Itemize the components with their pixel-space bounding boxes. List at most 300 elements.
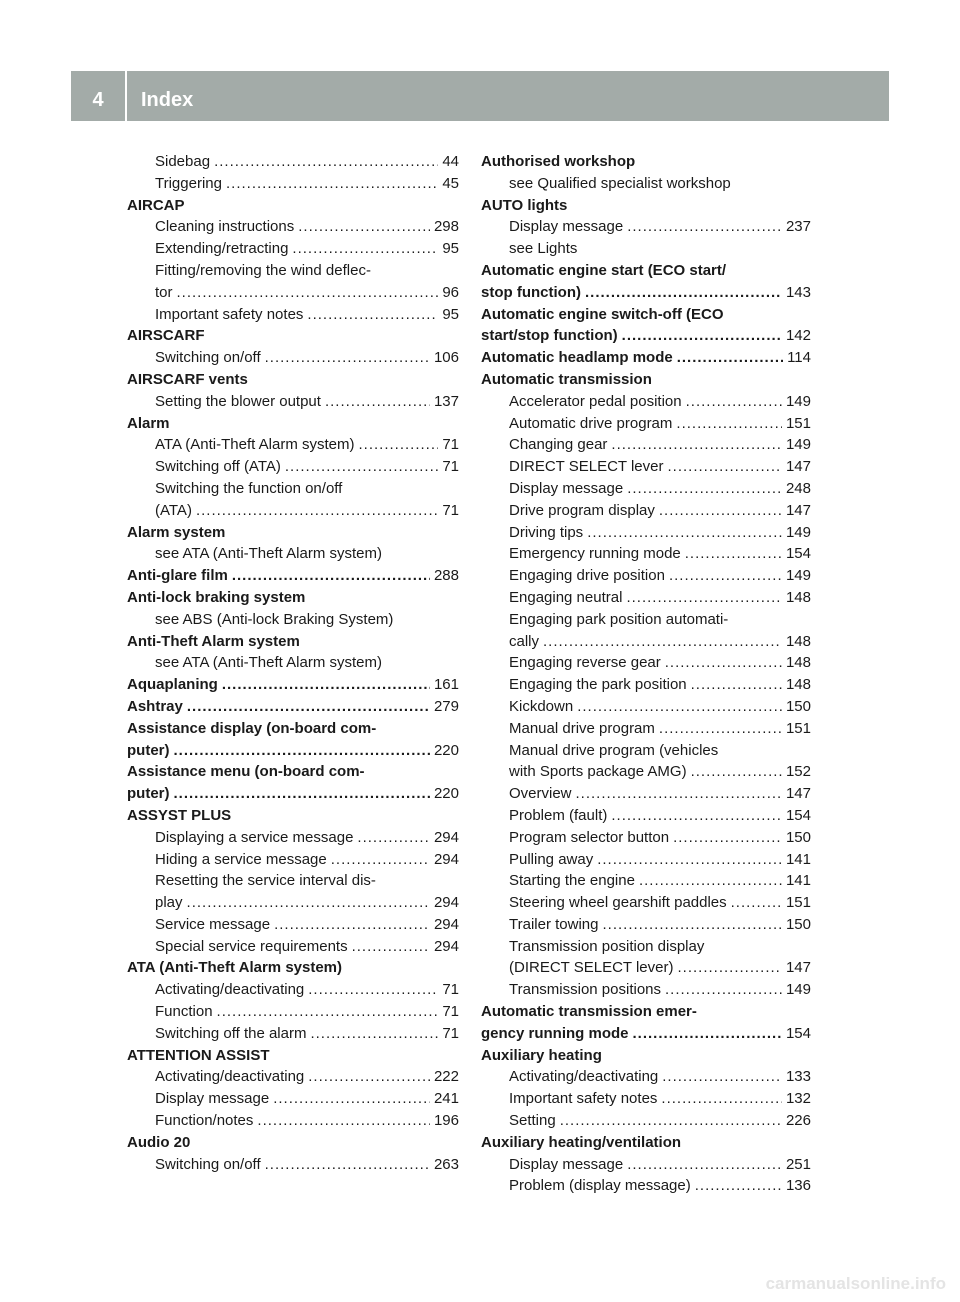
dot-leader bbox=[691, 674, 782, 696]
page-ref: 142 bbox=[785, 327, 811, 345]
page-ref: 147 bbox=[785, 501, 811, 519]
index-entry bbox=[481, 718, 811, 740]
entry-text: Ashtray bbox=[127, 697, 183, 715]
entry-text: Engaging park position automati- bbox=[509, 610, 729, 628]
index-entry bbox=[481, 761, 811, 783]
dot-leader bbox=[627, 216, 782, 238]
index-heading bbox=[127, 565, 459, 587]
page-ref: 71 bbox=[442, 1003, 459, 1021]
index-entry bbox=[127, 260, 459, 282]
entry-text: AIRCAP bbox=[127, 196, 185, 214]
entry-text: Assistance display (on-board com- bbox=[127, 719, 377, 737]
entry-text: Accelerator pedal position bbox=[509, 392, 682, 410]
dot-leader bbox=[665, 652, 782, 674]
entry-text: Setting bbox=[509, 1112, 556, 1130]
index-entry bbox=[481, 740, 811, 762]
index-heading bbox=[127, 740, 459, 762]
dot-leader bbox=[669, 565, 782, 587]
entry-text: Sidebag bbox=[155, 153, 211, 170]
page-ref: 71 bbox=[442, 436, 459, 454]
index-entry bbox=[481, 500, 811, 522]
entry-text: Switching on/off bbox=[155, 349, 261, 367]
entry-text: AIRSCARF vents bbox=[127, 370, 248, 388]
entry-text: Driving tips bbox=[509, 523, 584, 541]
index-entry bbox=[481, 1088, 811, 1110]
entry-text: see ATA (Anti-Theft Alarm system) bbox=[155, 545, 383, 563]
index-heading bbox=[127, 631, 459, 653]
page-ref: 196 bbox=[433, 1112, 459, 1130]
page-ref: 294 bbox=[433, 915, 459, 933]
index-heading bbox=[127, 325, 459, 347]
index-entry bbox=[481, 238, 811, 260]
page-ref: 154 bbox=[785, 806, 811, 824]
entry-text: Drive program display bbox=[509, 501, 655, 519]
index-entry bbox=[481, 696, 811, 718]
page-ref: 150 bbox=[785, 828, 811, 846]
entry-text: Auxiliary heating/ventilation bbox=[481, 1133, 682, 1151]
index-entry bbox=[481, 1110, 811, 1132]
page-ref: 152 bbox=[785, 763, 811, 781]
entry-text: Extending/retracting bbox=[155, 240, 289, 258]
index-entry bbox=[481, 587, 811, 609]
dot-leader bbox=[587, 522, 782, 544]
index-entry bbox=[127, 870, 459, 892]
index-entry bbox=[127, 304, 459, 326]
index-heading bbox=[481, 347, 811, 369]
dot-leader bbox=[285, 456, 438, 478]
index-heading bbox=[127, 761, 459, 783]
entry-text: Cleaning instructions bbox=[155, 218, 295, 236]
page-ref: 71 bbox=[442, 1024, 459, 1042]
dot-leader bbox=[673, 827, 782, 849]
watermark: carmanualsonline.info bbox=[765, 1274, 946, 1293]
index-entry bbox=[481, 631, 811, 653]
entry-text: with Sports package AMG) bbox=[509, 763, 687, 781]
page-ref: 150 bbox=[785, 697, 811, 715]
page-ref: 220 bbox=[433, 741, 459, 759]
entry-text: Authorised workshop bbox=[481, 153, 636, 170]
page-ref: 226 bbox=[785, 1112, 811, 1130]
page-ref: 222 bbox=[433, 1068, 459, 1086]
index-entry bbox=[481, 216, 811, 238]
entry-text: Triggering bbox=[155, 174, 222, 192]
index-entry bbox=[481, 674, 811, 696]
index-heading bbox=[481, 195, 811, 217]
index-heading bbox=[127, 587, 459, 609]
page-ref: 294 bbox=[433, 828, 459, 846]
dot-leader bbox=[577, 696, 782, 718]
entry-text: DIRECT SELECT lever bbox=[509, 458, 664, 476]
page-ref: 95 bbox=[442, 240, 459, 258]
index-entry bbox=[481, 478, 811, 500]
page-ref: 44 bbox=[442, 153, 459, 170]
dot-leader bbox=[576, 783, 782, 805]
index-entry bbox=[481, 783, 811, 805]
page-ref: 220 bbox=[433, 785, 459, 803]
dot-leader bbox=[597, 849, 782, 871]
dot-leader bbox=[677, 957, 781, 979]
page-ref: 154 bbox=[785, 1024, 811, 1042]
dot-leader bbox=[308, 1066, 430, 1088]
index-heading bbox=[481, 369, 811, 391]
index-entry bbox=[127, 652, 459, 674]
dot-leader bbox=[639, 870, 782, 892]
entry-text: Engaging drive position bbox=[509, 567, 665, 585]
page-number: 4 bbox=[92, 89, 104, 111]
entry-text: Setting the blower output bbox=[155, 392, 321, 410]
entry-text: Engaging the park position bbox=[509, 676, 687, 694]
page-ref: 298 bbox=[433, 218, 459, 236]
page-ref: 71 bbox=[442, 501, 459, 519]
page-ref: 151 bbox=[785, 719, 811, 737]
entry-text: tor bbox=[155, 283, 173, 301]
page-header bbox=[71, 71, 889, 121]
index-entry bbox=[127, 849, 459, 871]
index-entry bbox=[481, 652, 811, 674]
index-entry bbox=[481, 870, 811, 892]
entry-text: Switching off (ATA) bbox=[155, 458, 281, 476]
index-heading bbox=[481, 282, 811, 304]
index-heading bbox=[127, 783, 459, 805]
entry-text: Aquaplaning bbox=[127, 676, 218, 694]
index-entry bbox=[481, 543, 811, 565]
dot-leader bbox=[214, 151, 438, 173]
dot-leader bbox=[661, 1088, 782, 1110]
dot-leader bbox=[273, 1088, 430, 1110]
index-entry bbox=[481, 565, 811, 587]
index-entry bbox=[127, 151, 459, 173]
index-entry bbox=[127, 1001, 459, 1023]
index-heading bbox=[127, 195, 459, 217]
dot-leader bbox=[659, 500, 782, 522]
index-entry bbox=[127, 500, 459, 522]
index-entry bbox=[481, 173, 811, 195]
page-ref: 147 bbox=[785, 959, 811, 977]
dot-leader bbox=[196, 500, 438, 522]
entry-text: Hiding a service message bbox=[155, 850, 327, 868]
entry-text: Automatic transmission bbox=[481, 370, 652, 388]
entry-text: ATTENTION ASSIST bbox=[127, 1046, 270, 1064]
entry-text: Automatic headlamp mode bbox=[481, 349, 673, 367]
dot-leader bbox=[177, 282, 439, 304]
index-entry bbox=[127, 892, 459, 914]
index-heading bbox=[127, 805, 459, 827]
dot-leader bbox=[358, 434, 438, 456]
page-ref: 114 bbox=[787, 349, 811, 367]
page-ref: 150 bbox=[785, 915, 811, 933]
index-entry bbox=[481, 914, 811, 936]
entry-text: puter) bbox=[127, 741, 170, 759]
entry-text: Kickdown bbox=[509, 697, 574, 715]
dot-leader bbox=[331, 849, 430, 871]
entry-text: Function bbox=[155, 1003, 213, 1021]
index-entry bbox=[127, 216, 459, 238]
dot-leader bbox=[611, 434, 782, 456]
entry-text: Transmission position display bbox=[509, 937, 705, 955]
entry-text: Alarm system bbox=[127, 523, 226, 541]
entry-text: Activating/deactivating bbox=[155, 1068, 305, 1086]
page-ref: 241 bbox=[433, 1090, 459, 1108]
dot-leader bbox=[677, 347, 783, 369]
dot-leader bbox=[686, 391, 782, 413]
index-entry bbox=[481, 413, 811, 435]
entry-text: (ATA) bbox=[155, 501, 192, 519]
dot-leader bbox=[226, 173, 438, 195]
index-entry bbox=[127, 456, 459, 478]
page-ref: 294 bbox=[433, 937, 459, 955]
dot-leader bbox=[274, 914, 430, 936]
dot-leader bbox=[676, 413, 782, 435]
entry-text: Service message bbox=[155, 915, 271, 933]
index-heading bbox=[481, 1023, 811, 1045]
index-heading bbox=[127, 696, 459, 718]
entry-text: Automatic drive program bbox=[509, 414, 673, 432]
entry-text: Changing gear bbox=[509, 436, 608, 454]
page-ref: 133 bbox=[785, 1068, 811, 1086]
dot-leader bbox=[257, 1110, 430, 1132]
dot-leader bbox=[633, 1023, 782, 1045]
index-heading bbox=[481, 260, 811, 282]
page-ref: 279 bbox=[433, 697, 459, 715]
page-ref: 154 bbox=[785, 545, 811, 563]
page-ref: 147 bbox=[785, 458, 811, 476]
entry-text: ATA (Anti-Theft Alarm system) bbox=[155, 436, 355, 454]
entry-text: AUTO lights bbox=[481, 196, 568, 214]
entry-text: Engaging neutral bbox=[509, 588, 623, 606]
page-title: Index bbox=[141, 89, 194, 111]
entry-text: Assistance menu (on-board com- bbox=[127, 763, 365, 781]
page-ref: 149 bbox=[785, 392, 811, 410]
dot-leader bbox=[174, 783, 430, 805]
index-entry bbox=[127, 1023, 459, 1045]
entry-text: Audio 20 bbox=[127, 1133, 191, 1151]
page-ref: 95 bbox=[442, 305, 459, 323]
page-ref: 147 bbox=[785, 785, 811, 803]
dot-leader bbox=[352, 936, 430, 958]
dot-leader bbox=[611, 805, 782, 827]
dot-leader bbox=[602, 914, 781, 936]
index-heading bbox=[127, 718, 459, 740]
index-entry bbox=[481, 1066, 811, 1088]
index-heading bbox=[481, 1045, 811, 1067]
page-ref: 149 bbox=[785, 436, 811, 454]
entry-text: gency running mode bbox=[481, 1024, 629, 1042]
entry-text: AIRSCARF bbox=[127, 327, 205, 345]
entry-text: Switching the function on/off bbox=[155, 479, 343, 497]
entry-text: Displaying a service message bbox=[155, 828, 354, 846]
index-entry bbox=[481, 936, 811, 958]
index-entry bbox=[127, 609, 459, 631]
dot-leader bbox=[627, 478, 782, 500]
page-ref: 151 bbox=[785, 894, 811, 912]
page-ref: 71 bbox=[442, 981, 459, 999]
page-ref: 288 bbox=[433, 567, 459, 585]
index-heading bbox=[127, 957, 459, 979]
index-entry bbox=[127, 391, 459, 413]
entry-text: Important safety notes bbox=[155, 305, 304, 323]
page-ref: 71 bbox=[442, 458, 459, 476]
index-heading bbox=[127, 1132, 459, 1154]
dot-leader bbox=[187, 892, 430, 914]
entry-text: see ABS (Anti-lock Braking System) bbox=[155, 610, 394, 628]
entry-text: Manual drive program bbox=[509, 719, 655, 737]
index-entry bbox=[481, 979, 811, 1001]
index-heading bbox=[481, 1001, 811, 1023]
page-ref: 248 bbox=[785, 479, 811, 497]
index-entry bbox=[127, 238, 459, 260]
index-entry bbox=[127, 979, 459, 1001]
page-ref: 149 bbox=[785, 981, 811, 999]
header-divider bbox=[125, 71, 127, 121]
page-ref: 294 bbox=[433, 850, 459, 868]
dot-leader bbox=[695, 1175, 782, 1197]
dot-leader bbox=[187, 696, 430, 718]
dot-leader bbox=[626, 587, 782, 609]
index-entry bbox=[481, 957, 811, 979]
dot-leader bbox=[622, 325, 782, 347]
entry-text: Important safety notes bbox=[509, 1090, 658, 1108]
entry-text: Automatic engine start (ECO start/ bbox=[481, 261, 727, 279]
index-entry bbox=[127, 1066, 459, 1088]
index-entry bbox=[481, 827, 811, 849]
page-ref: 149 bbox=[785, 567, 811, 585]
entry-text: Display message bbox=[509, 1155, 624, 1173]
page-ref: 136 bbox=[785, 1177, 811, 1195]
entry-text: Anti-lock braking system bbox=[127, 588, 306, 606]
page-ref: 141 bbox=[785, 872, 811, 890]
entry-text: Engaging reverse gear bbox=[509, 654, 661, 672]
dot-leader bbox=[585, 282, 782, 304]
page-ref: 148 bbox=[785, 654, 811, 672]
page-ref: 263 bbox=[433, 1155, 459, 1173]
entry-text: stop function) bbox=[481, 283, 581, 301]
page-ref: 149 bbox=[785, 523, 811, 541]
index-entry bbox=[481, 1154, 811, 1176]
entry-text: puter) bbox=[127, 785, 170, 803]
index-entry bbox=[481, 456, 811, 478]
index-entry bbox=[481, 522, 811, 544]
entry-text: Alarm bbox=[127, 414, 170, 432]
page-ref: 96 bbox=[442, 283, 459, 301]
dot-leader bbox=[659, 718, 782, 740]
page-ref: 45 bbox=[442, 174, 459, 192]
entry-text: Transmission positions bbox=[509, 981, 661, 999]
page-ref: 132 bbox=[785, 1090, 811, 1108]
index-entry bbox=[127, 173, 459, 195]
page-ref: 294 bbox=[433, 894, 459, 912]
entry-text: Fitting/removing the wind deflec- bbox=[155, 261, 371, 279]
index-heading bbox=[481, 325, 811, 347]
dot-leader bbox=[174, 740, 430, 762]
entry-text: Pulling away bbox=[509, 850, 594, 868]
entry-text: Activating/deactivating bbox=[155, 981, 305, 999]
entry-text: ATA (Anti-Theft Alarm system) bbox=[127, 959, 343, 977]
index-heading bbox=[481, 151, 811, 173]
entry-text: Switching on/off bbox=[155, 1155, 261, 1173]
dot-leader bbox=[665, 979, 782, 1001]
index-heading bbox=[127, 522, 459, 544]
entry-text: Trailer towing bbox=[509, 915, 599, 933]
dot-leader bbox=[217, 1001, 439, 1023]
page-ref: 141 bbox=[785, 850, 811, 868]
entry-text: Anti-glare film bbox=[127, 567, 228, 585]
index-entry bbox=[127, 1154, 459, 1176]
entry-text: see Qualified specialist workshop bbox=[509, 174, 731, 192]
entry-text: see Lights bbox=[509, 240, 578, 258]
index-entry bbox=[481, 1175, 811, 1197]
dot-leader bbox=[627, 1154, 782, 1176]
page-ref: 143 bbox=[785, 283, 811, 301]
index-entry bbox=[127, 827, 459, 849]
entry-text: Emergency running mode bbox=[509, 545, 681, 563]
page-ref: 148 bbox=[785, 588, 811, 606]
index-heading bbox=[127, 413, 459, 435]
index-entry bbox=[127, 282, 459, 304]
index-entry bbox=[481, 391, 811, 413]
index-heading bbox=[127, 674, 459, 696]
index-column-right bbox=[481, 151, 811, 1197]
index-entry bbox=[481, 609, 811, 631]
index-entry bbox=[481, 805, 811, 827]
dot-leader bbox=[310, 1023, 438, 1045]
dot-leader bbox=[543, 631, 782, 653]
index-entry bbox=[127, 434, 459, 456]
index-entry bbox=[127, 543, 459, 565]
index-entry bbox=[481, 849, 811, 871]
index-entry bbox=[481, 892, 811, 914]
dot-leader bbox=[308, 979, 438, 1001]
entry-text: Automatic transmission emer- bbox=[481, 1003, 697, 1021]
page-ref: 151 bbox=[785, 414, 811, 432]
entry-text: Auxiliary heating bbox=[481, 1046, 602, 1064]
dot-leader bbox=[292, 238, 438, 260]
entry-text: (DIRECT SELECT lever) bbox=[509, 959, 674, 977]
index-column-left bbox=[127, 151, 459, 1175]
entry-text: start/stop function) bbox=[481, 327, 618, 345]
index-heading bbox=[481, 1132, 811, 1154]
page-ref: 237 bbox=[785, 218, 811, 236]
dot-leader bbox=[731, 892, 782, 914]
index-entry bbox=[127, 1110, 459, 1132]
index-heading bbox=[127, 1045, 459, 1067]
dot-leader bbox=[662, 1066, 782, 1088]
index-entry bbox=[127, 347, 459, 369]
entry-text: Special service requirements bbox=[155, 937, 348, 955]
entry-text: Problem (fault) bbox=[509, 806, 608, 824]
entry-text: see ATA (Anti-Theft Alarm system) bbox=[155, 654, 383, 672]
dot-leader bbox=[685, 543, 782, 565]
entry-text: cally bbox=[509, 632, 540, 650]
entry-text: Starting the engine bbox=[509, 872, 635, 890]
dot-leader bbox=[668, 456, 782, 478]
entry-text: Overview bbox=[509, 785, 572, 803]
dot-leader bbox=[560, 1110, 782, 1132]
dot-leader bbox=[232, 565, 430, 587]
entry-text: Manual drive program (vehicles bbox=[509, 741, 719, 759]
dot-leader bbox=[325, 391, 430, 413]
index-entry bbox=[127, 914, 459, 936]
index-entry bbox=[127, 936, 459, 958]
dot-leader bbox=[265, 347, 430, 369]
dot-leader bbox=[307, 304, 438, 326]
index-entry bbox=[481, 434, 811, 456]
page-ref: 251 bbox=[785, 1155, 811, 1173]
dot-leader bbox=[222, 674, 430, 696]
dot-leader bbox=[691, 761, 782, 783]
page-ref: 106 bbox=[433, 349, 459, 367]
index-heading bbox=[127, 369, 459, 391]
entry-text: play bbox=[155, 894, 183, 912]
